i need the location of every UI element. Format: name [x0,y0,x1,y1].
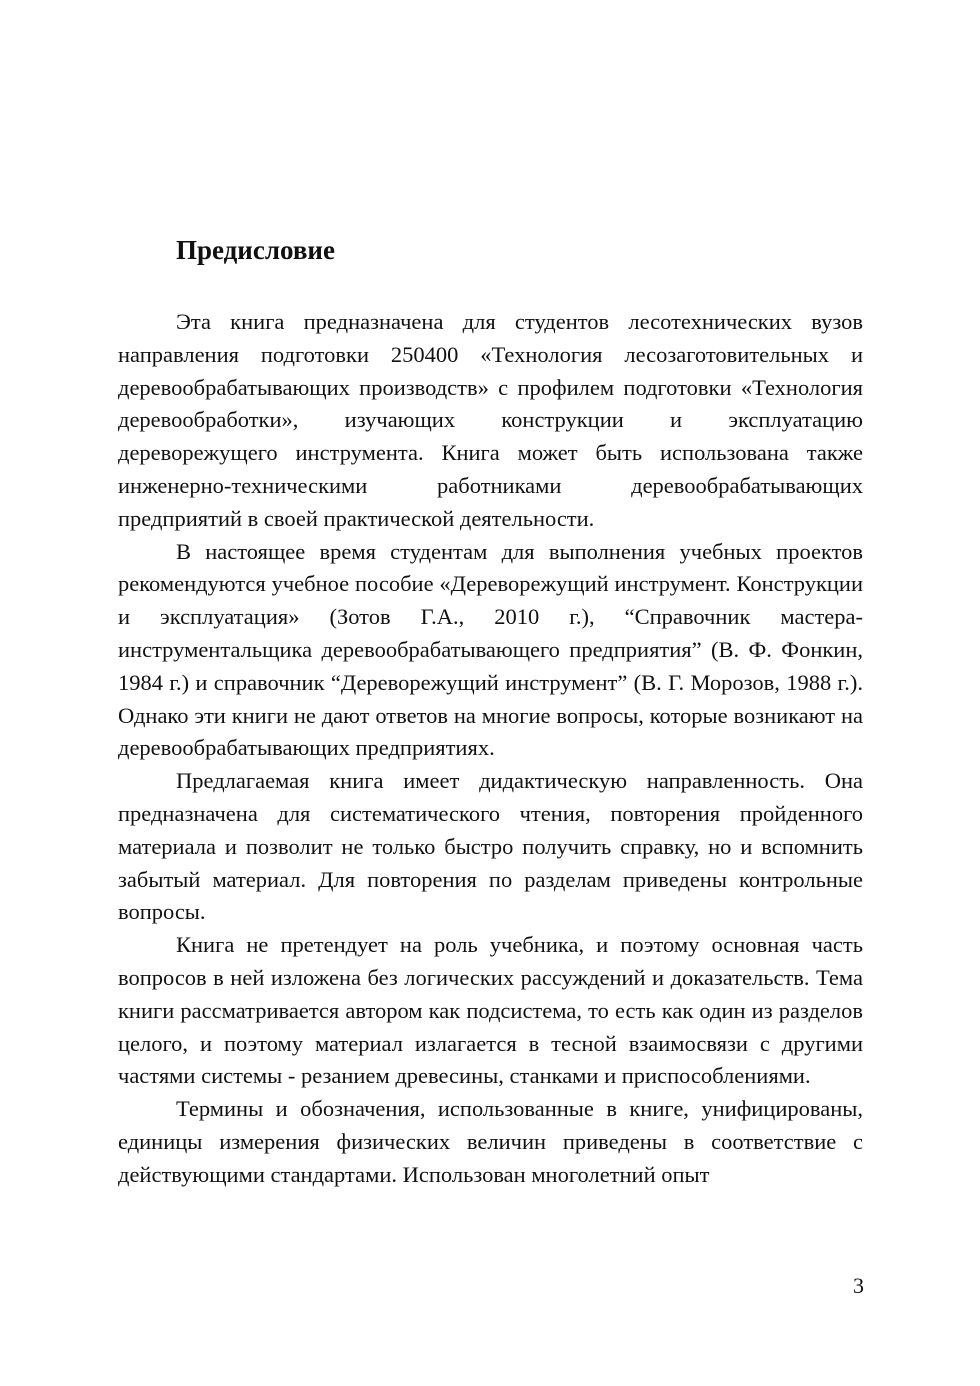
paragraph-scope: Книга не претендует на роль учебника, и поэтому основная часть вопросов в ней изложена без логических рассуждений и доказательств. Тема книги рассматривается автором как подсистема, то есть как один из разделов целого, и поэтому материал излагается в тесной взаимосвязи с другими частями системы - резанием древесины, станками и приспособлениями. [118,932,863,1089]
paragraph-didactic: Предлагаемая книга имеет дидактическую направленность. Она предназначена для систематического чтения, повторения пройденного материала и позволит не только быстро получить справку, но и вспомнить забытый материал. Для повторения по разделам приведены контрольные вопросы. [118,768,863,925]
paragraph-existing-books: В настоящее время студентам для выполнения учебных проектов рекомендуются учебное пособие «Дереворежущий инструмент. Конструкции и эксплуатация» (Зотов Г.А., 2010 г.), “Справочник мастера-инструментальщика деревообрабатывающего предприятия” (В. Ф. Фонкин, 1984 г.) и справочник “Дереворежущий инструмент” (В. Г. Морозов, 1988 г.). Однако эти книги не дают ответов на многие вопросы, которые возникают на деревообрабатывающих предприятиях. [118,538,863,761]
page-number: 3 [853,1273,864,1298]
body-text [118,306,863,1192]
section-heading: Предисловие [176,235,335,265]
paragraph-terminology: Термины и обозначения, использованные в книге, унифицированы, единицы измерения физических величин приведены в соответствие с действующими стандартами. Использован многолетний опыт [118,1096,863,1187]
paragraph-purpose: Эта книга предназначена для студентов лесотехнических вузов направления подготовки 250400 «Технология лесозаготовительных и деревообрабатывающих производств» с профилем подготовки «Технология деревообработки», изучающих конструкции и эксплуатацию дереворежущего инструмента. Книга может быть использована также инженерно-техническими работниками деревообрабатывающих предприятий в своей практической деятельности. [118,309,863,531]
